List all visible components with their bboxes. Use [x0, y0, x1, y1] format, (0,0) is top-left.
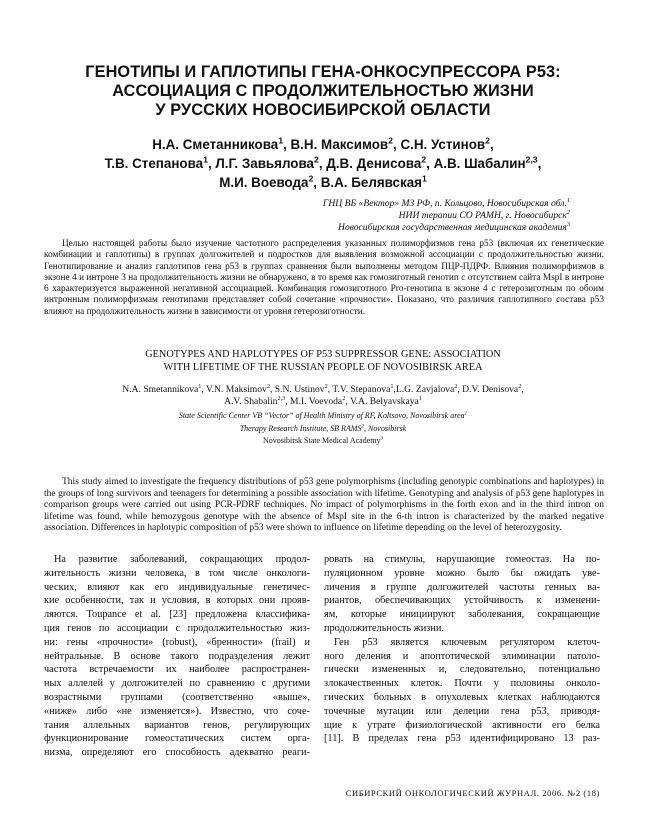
- body-line: Ген p53 является ключевым регулятором клеточ-: [334, 636, 600, 648]
- abstract-en: This study aimed to investigate the frequency distributions of p53 gene polymorphisms (including genotypic combinations and haplotypes) in the groups of long survivors and teenagers for determining a possible association with lifetime. Genotyping and analysis of p53 gene haplotypes in comparison groups were carried out using PCR-PDRF techniques. No impact of polymorphisms in the forth exon and in the third intron on lifetime was found, while hemozygous genotype with the absence of MspI site in the 6-th intron is characterized by the marked negative association. Differences in haplotypic composition of p53 were shown to influence on lifetime depending on the level of heterozygosity.: [44, 477, 604, 533]
- body-column-right: [324, 553, 600, 746]
- affiliations-en: [40, 410, 606, 448]
- body-line: ных аллелей у долгожителей по сравнению с другими: [44, 678, 310, 690]
- author: В.Н. Максимов: [290, 137, 389, 152]
- affiliation: Novosibirsk State Medical Academy$^3$: [262, 435, 384, 445]
- body-line: «ниже» либо «не изменяется»). Известно, что соче-: [44, 705, 310, 717]
- title-ru-line: АССОЦИАЦИЯ С ПРОДОЛЖИТЕЛЬНОСТЬЮ ЖИЗНИ: [112, 82, 534, 100]
- title-ru-line: ГЕНОТИПЫ И ГАПЛОТИПЫ ГЕНА-ОНКОСУПРЕССОРА P53:: [85, 63, 561, 81]
- body-line: риантов, обеспечивающих устойчивость к изменени-: [324, 595, 600, 607]
- authors-ru: [40, 135, 606, 192]
- body-line: тания аллельных вариантов генов, регулирующих: [44, 719, 310, 731]
- title-en-line: WITH LIFETIME OF THE RUSSIAN PEOPLE OF NOVOSIBIRSK AREA: [163, 362, 483, 373]
- authors-en: [40, 384, 606, 408]
- body-line: ям, которые инициируют заболевания, сокращающие: [324, 609, 600, 621]
- authors-ru-line: Н.А. Сметанникова$^1$, В.Н. Максимов$^2$, С.Н. Устинов$^2$,: [152, 135, 494, 152]
- body-line: щие к утрате физиологической активности его белка: [324, 719, 600, 731]
- affiliation: НИИ терапии СО РАМН, г. Новосибирск$^2$: [398, 209, 570, 222]
- body-line: гически измененных и, следовательно, потенциально: [324, 664, 600, 676]
- body-line: ляются. Toupance et al. [23] предложена классифика-: [44, 609, 310, 621]
- body-line: ни: гены «прочности» (robust), «бренности» (frail) и: [44, 636, 310, 648]
- body-line: ческих, влияют как его индивидуальные генетичес-: [44, 581, 310, 593]
- authors-en-line: A.V. Shabalin$^{2,3}$, M.I. Voevoda$^2$, V.A. Belyavskaya$^1$: [224, 394, 422, 407]
- body-line: На развитие заболеваний, сокращающих продол-: [54, 554, 310, 565]
- affiliations-ru: [150, 198, 570, 235]
- author: Т.В. Степанова: [104, 156, 204, 171]
- body-line: кие особенности, так и условия, в которых они прояв-: [44, 595, 310, 607]
- author: Д.В. Денисова: [326, 156, 422, 171]
- body-line: частота встречаемости их наиболее распространен-: [44, 664, 310, 676]
- author: А.В. Шабалин: [433, 156, 526, 171]
- title-ru-line: У РУССКИХ НОВОСИБИРСКОЙ ОБЛАСТИ: [155, 101, 491, 119]
- body-line: нейтральные. В основе такого подразделения лежит: [44, 650, 310, 662]
- body-line: низма, определяют его способность адекватно реаги-: [44, 747, 310, 759]
- author: М.И. Воевода: [219, 175, 309, 190]
- author: Н.А. Сметанникова: [152, 137, 279, 152]
- abstract-ru: Целью настоящей работы было изучение частотного распределения указанных полиморфизмов гена p53 (включая их генетические комбинации и гаплотипы) в группах долгожителей и подростков для выявления возможной ассоциации с продолжительностью жизни. Генотипирование и анализ гаплотипов гена p53 в группах сравнения были выполнены методом ПЦР-ПДРФ. Влияния полиморфизмов в экзоне 4 и интроне 3 на продолжительность жизни не обнаружено, в то время как гомозиготный генотип с отсутствием сайта MspI в интроне 6 характеризуется выраженной негативной ассоциацией. Комбинация гомозиготного Pro-генотипа в экзоне 4 с гетерозиготным по обоим интронным полиморфизмам генотипами представляет собой сочетание «прочности». Показано, что различия гаплотипного состава p53 влияют на продолжительность жизни в зависимости от уровня гетерозиготности.: [44, 239, 604, 317]
- title-en-line: GENOTYPES AND HAPLOTYPES OF P53 SUPPRESSOR GENE: ASSOCIATION: [145, 349, 501, 360]
- body-line: точечные мутации или делеции гена p53, приводя-: [324, 705, 600, 717]
- body-line: функционирование гомеостатических систем орга-: [44, 733, 310, 745]
- affiliation: Therapy Research Institute, SB RAMS$^2$, Novosibirsk: [239, 422, 407, 433]
- journal-footer: СИБИРСКИЙ ОНКОЛОГИЧЕСКИЙ ЖУРНАЛ. 2006. №2 (18): [345, 788, 600, 798]
- body-line: пуляционном уровне можно было бы ожидать уве-: [324, 567, 600, 579]
- body-line: гических больных в опухолевых клетках наблюдаются: [324, 691, 600, 703]
- authors-ru-line: М.И. Воевода$^2$, В.А. Белявская$^1$: [219, 173, 427, 190]
- affiliation: State Scientific Center VB “Vector” of Health Ministry of RF, Koltsovo, Novosibirsk area$^1$: [178, 410, 468, 420]
- body-line: ровать на стимулы, нарушающие гомеостаз. На по-: [324, 554, 600, 565]
- body-line: личения в группе долгожителей частоты генных ва-: [324, 581, 600, 593]
- body-line: ного деления и апоптотической элиминации патоло-: [324, 650, 600, 662]
- title-ru: [40, 63, 606, 120]
- body-column-left: [44, 553, 310, 760]
- author: С.Н. Устинов: [400, 137, 486, 152]
- body-line: злокачественных клеток. Почти у половины онколо-: [324, 678, 600, 690]
- body-line: продолжительность жизни.: [324, 622, 444, 634]
- authors-ru-line: Т.В. Степанова$^1$, Л.Г. Завьялова$^2$, Д.В. Денисова$^2$, А.В. Шабалин$^{2,3}$,: [104, 154, 542, 171]
- body-line: возрастными группами (соответственно «выше»,: [44, 691, 310, 703]
- affiliation: ГНЦ ВБ «Вектор» МЗ РФ, п. Кольцово, Новосибирская обл.$^1$: [322, 196, 570, 209]
- affiliation: Новосибирская государственная медицинская академия$^3$: [337, 221, 570, 234]
- body-line: ция генов по ассоциации с продолжительностью жиз-: [44, 622, 310, 634]
- title-en: [40, 348, 606, 374]
- body-line: [11]. В пределах гена p53 идентифицировано 13 раз-: [324, 733, 600, 745]
- author: Л.Г. Завьялова: [215, 156, 314, 171]
- body-line: жительность жизни человека, в том числе онкологи-: [44, 567, 310, 579]
- authors-en-line: N.A. Smetannikova$^1$, V.N. Maksimov$^2$, S.N. Ustinov$^2$, T.V. Stepanova$^1$,L.G. Zavjalova$^2$, D.V. Denisova$^2$,: [122, 382, 524, 395]
- author: В.А. Белявская: [320, 175, 422, 190]
